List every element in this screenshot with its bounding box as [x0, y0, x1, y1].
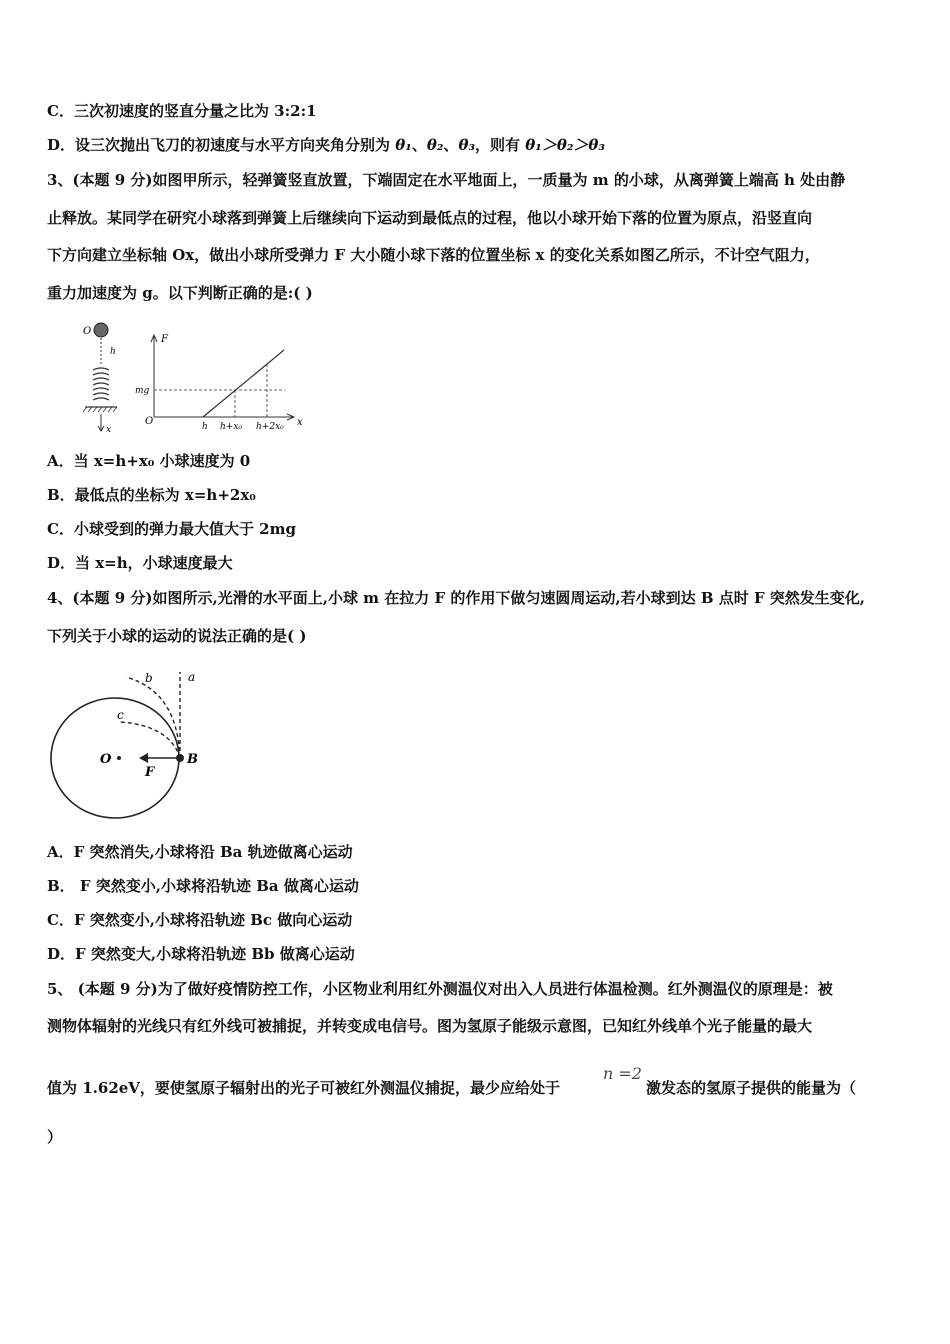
q5-stem-line-4: ） [47, 1128, 63, 1146]
label-a: a [188, 670, 196, 684]
q2-option-c: C．三次初速度的竖直分量之比为 3:2:1 [47, 102, 317, 120]
q3-option-c: C．小球受到的弹力最大值大于 2mg [47, 520, 296, 538]
graph-origin: O [145, 416, 154, 427]
force-graph [135, 334, 303, 432]
ground-hatch [83, 407, 117, 412]
label-c: c [117, 708, 124, 722]
label-x-arrow: x [106, 425, 112, 435]
force-line [203, 350, 284, 417]
mg-label: mg [135, 386, 150, 396]
label-b-point: B [187, 752, 198, 767]
axis-label-f: F [161, 334, 168, 345]
spring [93, 368, 109, 400]
q5-math-n2: n =2 [603, 1064, 642, 1083]
q3-figure [75, 318, 315, 440]
q5-stem-line-3a: 值为 1.62eV，要使氢原子辐射出的光子可被红外测温仪捕捉，最少应给处于 [47, 1079, 560, 1097]
q4-stem-line-2: 下列关于小球的运动的说法正确的是( ) [47, 627, 307, 645]
q4-option-d: D．F 突然变大,小球将沿轨迹 Bb 做离心运动 [47, 945, 355, 963]
q3-option-d: D．当 x=h，小球速度最大 [47, 554, 233, 572]
label-f: F [145, 765, 155, 780]
label-o: O [100, 752, 112, 767]
q3-stem-line-2: 止释放。某同学在研究小球落到弹簧上后继续向下运动到最低点的过程，他以小球开始下落的位置为原点，沿竖直向 [47, 209, 813, 227]
trajectory-b [126, 677, 180, 758]
label-h: h [110, 347, 116, 357]
ball-b [176, 754, 184, 762]
q4-option-b: B． F 突然变小,小球将沿轨迹 Ba 做离心运动 [47, 877, 359, 895]
tick-h-x0: h+x₀ [220, 422, 243, 432]
label-origin-o: O [83, 326, 92, 337]
tick-h: h [202, 422, 208, 432]
q5-stem-line-1: 5、 (本题 9 分)为了做好疫情防控工作，小区物业利用红外测温仪对出入人员进行体温检测。红外测温仪的原理是：被 [47, 980, 833, 998]
tick-h-2x0: h+2x₀ [256, 422, 284, 432]
q3-option-a: A．当 x=h+x₀ 小球速度为 0 [47, 452, 251, 470]
ball [94, 323, 108, 337]
q4-option-c: C．F 突然变小,小球将沿轨迹 Bc 做向心运动 [47, 911, 353, 929]
q3-option-b: B．最低点的坐标为 x=h+2x₀ [47, 486, 256, 504]
q3-stem-line-4: 重力加速度为 g。以下判断正确的是:( ) [47, 284, 313, 302]
axis-label-x: x [297, 417, 303, 428]
q5-stem-line-2: 测物体辐射的光线只有红外线可被捕捉，并转变成电信号。图为氢原子能级示意图，已知红外线单个光子能量的最大 [47, 1017, 813, 1035]
q5-stem-line-3b: 激发态的氢原子提供的能量为（ [646, 1079, 857, 1097]
q4-stem-line-1: 4、(本题 9 分)如图所示,光滑的水平面上,小球 m 在拉力 F 的作用下做匀速圆周运动,若小球到达 B 点时 F 突然发生变化, [47, 589, 866, 607]
q4-figure [48, 662, 218, 824]
q3-stem-line-3: 下方向建立坐标轴 Ox，做出小球所受弹力 F 大小随小球下落的位置坐标 x 的变化关系如图乙所示，不计空气阻力， [47, 246, 820, 264]
q2-option-d: D．设三次抛出飞刀的初速度与水平方向夹角分别为 θ₁、θ₂、θ₃，则有 θ₁＞θ₂＞θ₃ [47, 136, 605, 154]
spring-diagram [83, 323, 117, 435]
q3-stem-line-1: 3、(本题 9 分)如图甲所示，轻弹簧竖直放置，下端固定在水平地面上，一质量为 m 的小球，从离弹簧上端高 h 处由静 [47, 171, 846, 189]
center-point [117, 756, 121, 760]
q4-option-a: A．F 突然消失,小球将沿 Ba 轨迹做离心运动 [47, 843, 353, 861]
label-b: b [145, 671, 153, 685]
